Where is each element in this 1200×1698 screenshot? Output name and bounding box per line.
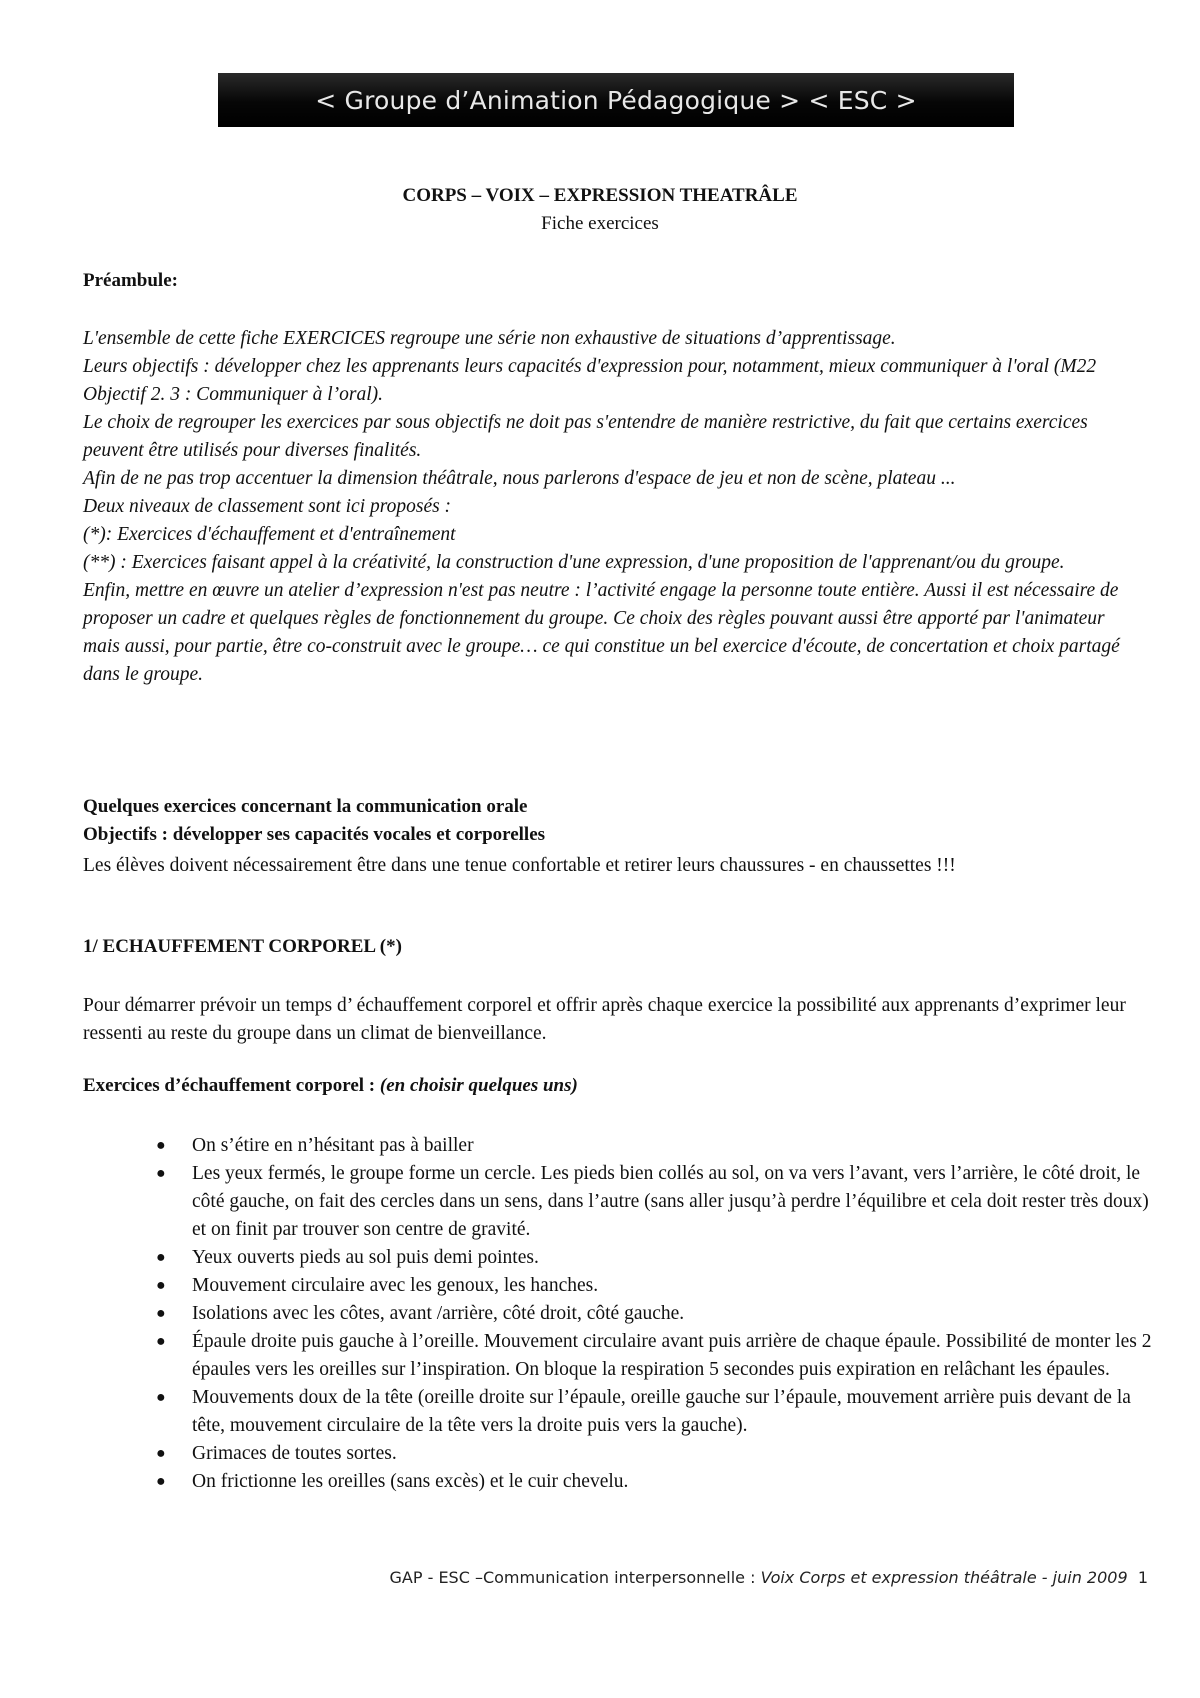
preamble-paragraph: (*): Exercices d'échauffement et d'entraînement — [83, 524, 456, 545]
bullet-icon: ● — [156, 1445, 166, 1462]
list-item — [83, 1160, 1153, 1244]
preamble-paragraph: Leurs objectifs : développer chez les apprenants leurs capacités d'expression pour, notamment, mieux communiquer à l'oral (M22 Objectif 2. 3 : Communiquer à l’oral). — [83, 356, 1097, 405]
list-item-text: Mouvement circulaire avec les genoux, les hanches. — [192, 1275, 599, 1296]
list-item-text: On s’étire en n’hésitant pas à bailler — [192, 1135, 474, 1156]
list-item — [83, 1132, 1153, 1160]
list-item — [83, 1244, 1153, 1272]
list-item — [83, 1468, 1153, 1496]
footer-title: Voix Corps et expression théâtrale - juin 2009 — [760, 1568, 1128, 1587]
preamble-paragraph: L'ensemble de cette fiche EXERCICES regroupe une série non exhaustive de situations d’apprentissage. — [83, 328, 896, 349]
preamble-paragraph: Deux niveaux de classement sont ici proposés : — [83, 496, 452, 517]
list-item — [83, 1272, 1153, 1300]
exercise-list — [83, 1132, 1153, 1496]
list-item — [83, 1328, 1153, 1384]
section1-paragraph: Pour démarrer prévoir un temps d’ échauffement corporel et offrir après chaque exercice la possibilité aux apprenants d’exprimer leur ressenti au reste du groupe dans un climat de bienveillance. — [83, 995, 1126, 1044]
section1-heading: 1/ ECHAUFFEMENT CORPOREL (*) — [83, 936, 402, 957]
list-item-text: Les yeux fermés, le groupe forme un cercle. Les pieds bien collés au sol, on va vers l’avant, vers l’arrière, le côté droit, le côté gauche, on fait des cercles dans un sens, dans l’autre (sans aller jusqu’à perdre l’équilibre et cela doit rester très doux) et on finit par trouver son centre de gravité. — [192, 1163, 1149, 1240]
footer-prefix: GAP - ESC –Communication interpersonnelle : — [389, 1568, 761, 1587]
section-intro-text — [83, 852, 1143, 880]
bullet-icon: ● — [156, 1333, 166, 1350]
preamble-heading: Préambule: — [83, 270, 178, 291]
bullet-icon: ● — [156, 1137, 166, 1154]
exercises-note: (en choisir quelques uns) — [379, 1075, 578, 1096]
bullet-icon: ● — [156, 1389, 166, 1406]
bullet-icon: ● — [156, 1249, 166, 1266]
preamble-paragraph: (**) : Exercices faisant appel à la créativité, la construction d'une expression, d'une proposition de l'apprenant/ou du groupe. — [83, 552, 1065, 573]
section-heading-communication: Quelques exercices concernant la communication orale — [83, 796, 528, 817]
document-title: CORPS – VOIX – EXPRESSION THEATRÂLE — [402, 185, 798, 206]
list-item — [83, 1440, 1153, 1468]
preamble-text — [83, 325, 1143, 689]
page-footer — [390, 1568, 1149, 1587]
bullet-icon: ● — [156, 1305, 166, 1322]
preamble-paragraph: Enfin, mettre en œuvre un atelier d’expression n'est pas neutre : l’activité engage la personne toute entière. Aussi il est nécessaire de proposer un cadre et quelques règles de fonctionnement du groupe. Ce choix des règles pouvant aussi être apporté par l'animateur mais aussi, pour partie, être co-construit avec le groupe… ce qui constitue un bel exercice d'écoute, de concertation et choix partagé dans le groupe. — [83, 580, 1120, 685]
list-item-text: Yeux ouverts pieds au sol puis demi pointes. — [192, 1247, 539, 1268]
document-subtitle: Fiche exercices — [541, 213, 659, 234]
list-item — [83, 1300, 1153, 1328]
preamble-paragraph: Afin de ne pas trop accentuer la dimension théâtrale, nous parlerons d'espace de jeu et non de scène, plateau ... — [83, 468, 956, 489]
section1-text — [83, 992, 1143, 1048]
list-item-text: Grimaces de toutes sortes. — [192, 1443, 397, 1464]
list-item-text: On frictionne les oreilles (sans excès) et le cuir chevelu. — [192, 1471, 629, 1492]
intro-paragraph: Les élèves doivent nécessairement être dans une tenue confortable et retirer leurs chaussures - en chaussettes !!! — [83, 855, 956, 876]
page-number: 1 — [1137, 1568, 1148, 1587]
exercises-label: Exercices d’échauffement corporel : — [83, 1075, 380, 1096]
banner-text: < Groupe d’Animation Pédagogique > < ESC > — [315, 85, 917, 115]
exercises-heading — [83, 1075, 578, 1097]
bullet-icon: ● — [156, 1277, 166, 1294]
section-heading-objectives: Objectifs : développer ses capacités vocales et corporelles — [83, 824, 546, 845]
list-item-text: Épaule droite puis gauche à l’oreille. Mouvement circulaire avant puis arrière de chaque épaule. Possibilité de monter les 2 épaules vers les oreilles sur l’inspiration. On bloque la respiration 5 secondes puis expiration en relâchant les épaules. — [192, 1331, 1152, 1380]
list-item — [83, 1384, 1153, 1440]
header-banner — [218, 73, 1014, 127]
list-item-text: Isolations avec les côtes, avant /arrière, côté droit, côté gauche. — [192, 1303, 685, 1324]
bullet-icon: ● — [156, 1165, 166, 1182]
list-item-text: Mouvements doux de la tête (oreille droite sur l’épaule, oreille gauche sur l’épaule, mouvement arrière puis devant de la tête, mouvement circulaire de la tête vers la droite puis vers la gauche). — [192, 1387, 1131, 1436]
bullet-icon: ● — [156, 1473, 166, 1490]
preamble-paragraph: Le choix de regrouper les exercices par sous objectifs ne doit pas s'entendre de manière restrictive, du fait que certains exercices peuvent être utilisés pour diverses finalités. — [83, 412, 1088, 461]
